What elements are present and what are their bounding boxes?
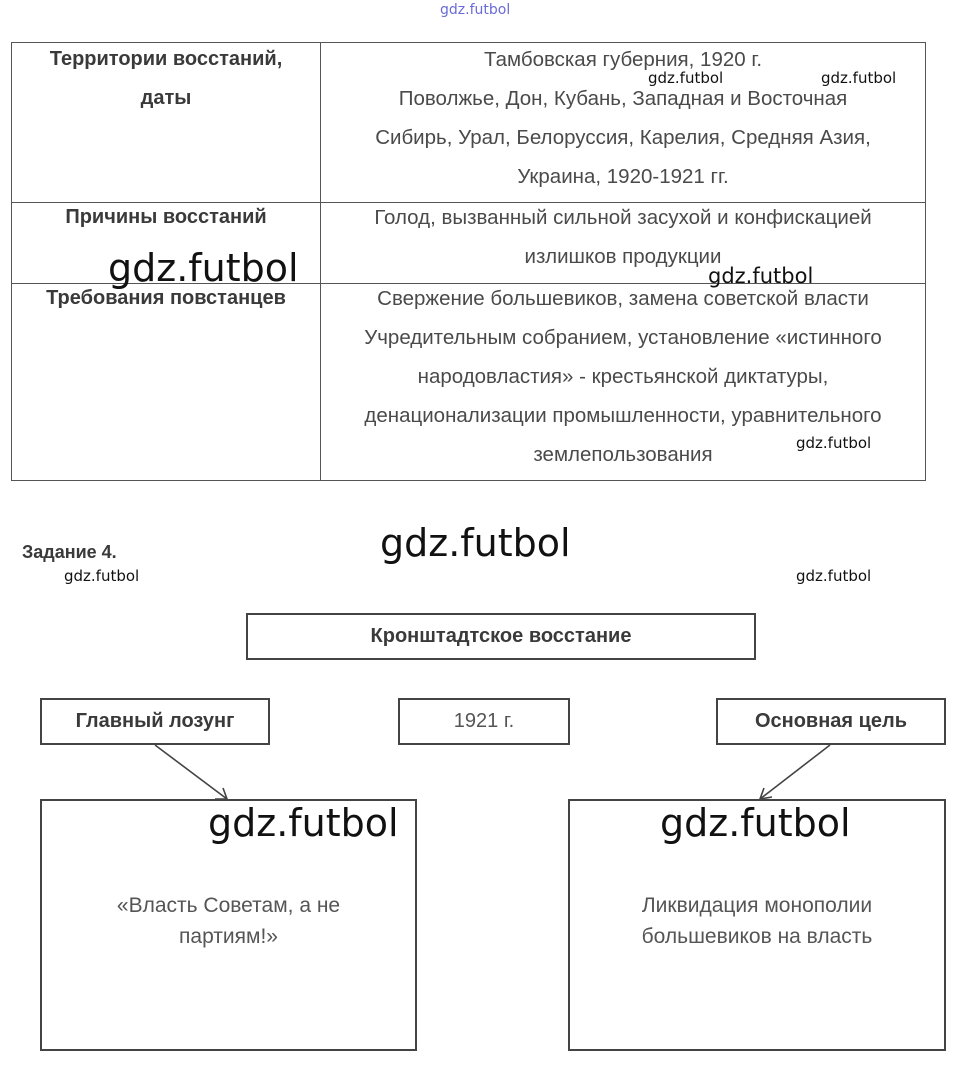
label-line: Причины восстаний	[65, 206, 267, 228]
value-line: Учредительным собранием, установление «истинного	[364, 326, 882, 349]
watermark: gdz.futbol	[380, 521, 571, 565]
watermark: gdz.futbol	[108, 246, 299, 290]
main-topic-box	[246, 613, 756, 660]
watermark: gdz.futbol	[208, 801, 399, 845]
watermark: gdz.futbol	[821, 69, 897, 87]
goal-header-label: Основная цель	[754, 710, 908, 732]
value-line: Украина, 1920-1921 гг.	[517, 165, 729, 188]
value-line: Сибирь, Урал, Белоруссия, Карелия, Средняя Азия,	[375, 126, 871, 149]
year-label: 1921 г.	[453, 710, 515, 732]
task-title: Задание 4.	[22, 542, 117, 562]
value-line: излишков продукции	[524, 245, 722, 268]
slogan-header-box	[40, 698, 270, 745]
label-line: даты	[140, 87, 192, 109]
watermark: gdz.futbol	[796, 567, 872, 585]
watermark: gdz.futbol	[64, 567, 140, 585]
arrow-left	[155, 745, 227, 799]
watermark: gdz.futbol	[708, 264, 814, 288]
goal-header-box	[716, 698, 946, 745]
value-line: Свержение большевиков, замена советской власти	[377, 287, 869, 310]
slogan-line: «Власть Советам, а не	[116, 894, 341, 917]
goal-line: Ликвидация монополии	[641, 894, 873, 917]
goal-line: большевиков на власть	[641, 925, 873, 948]
value-line: денационализации промышленности, уравнительного	[364, 404, 882, 427]
slogan-header-label: Главный лозунг	[75, 710, 235, 732]
arrow-right	[760, 745, 830, 799]
label-line: Территории восстаний,	[49, 48, 283, 70]
year-box	[398, 698, 570, 745]
value-line: Голод, вызванный сильной засухой и конфискацией	[374, 206, 872, 229]
main-topic-label: Кронштадтское восстание	[370, 625, 632, 647]
watermark-top: gdz.futbol	[440, 2, 511, 18]
watermark: gdz.futbol	[648, 69, 724, 87]
value-line: народовластия» - крестьянской диктатуры,	[417, 365, 829, 388]
value-line: Тамбовская губерния, 1920 г.	[483, 48, 763, 71]
value-line: землепользования	[533, 443, 713, 466]
value-line: Поволжье, Дон, Кубань, Западная и Восточная	[398, 87, 848, 110]
watermark: gdz.futbol	[660, 801, 851, 845]
label-line: Требования повстанцев	[46, 287, 286, 309]
watermark: gdz.futbol	[796, 434, 872, 452]
slogan-line: партиям!»	[179, 925, 278, 948]
